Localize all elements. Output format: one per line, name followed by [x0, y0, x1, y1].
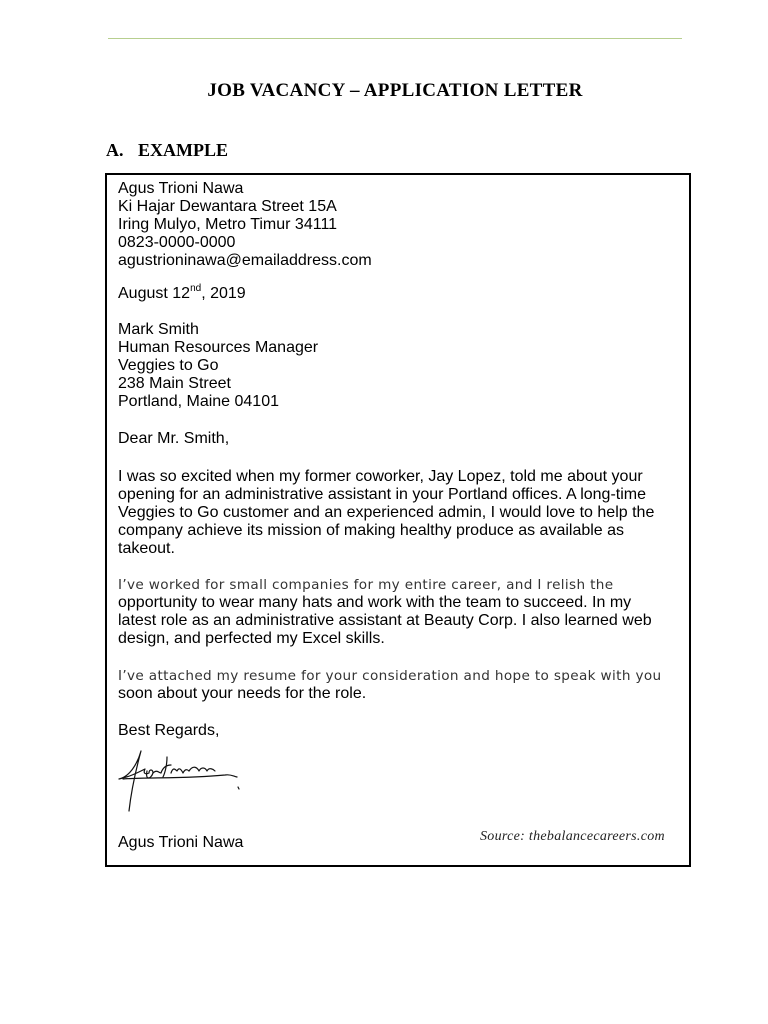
paragraph1-line: opening for an administrative assistant in your Portland offices. A long-time	[118, 486, 646, 503]
sender-email: agustrioninawa@emailaddress.com	[118, 252, 372, 269]
signature-image	[115, 743, 245, 818]
closing: Best Regards,	[118, 722, 220, 739]
header-rule	[108, 38, 682, 39]
recipient-company: Veggies to Go	[118, 357, 219, 374]
sender-name: Agus Trioni Nawa	[118, 180, 244, 197]
sender-phone: 0823-0000-0000	[118, 234, 236, 251]
letter-date	[118, 282, 246, 303]
section-number: A.	[106, 140, 124, 160]
paragraph2-line: design, and perfected my Excel skills.	[118, 630, 385, 647]
paragraph1-line: takeout.	[118, 540, 175, 557]
recipient-street: 238 Main Street	[118, 375, 231, 392]
paragraph2-line: latest role as an administrative assistant at Beauty Corp. I also learned web	[118, 612, 652, 629]
signed-name: Agus Trioni Nawa	[118, 834, 244, 851]
source-citation: Source: thebalancecareers.com	[480, 829, 665, 844]
paragraph1-line: Veggies to Go customer and an experienced admin, I would love to help the	[118, 504, 655, 521]
date-year: , 2019	[201, 285, 246, 302]
paragraph3-line: I’ve attached my resume for your consideration and hope to speak with you	[118, 668, 662, 684]
recipient-title: Human Resources Manager	[118, 339, 319, 356]
sender-city: Iring Mulyo, Metro Timur 34111	[118, 216, 338, 233]
paragraph1-line: I was so excited when my former coworker, Jay Lopez, told me about your	[118, 468, 643, 485]
paragraph2-line: opportunity to wear many hats and work with the team to succeed. In my	[118, 594, 632, 611]
section-heading	[106, 140, 228, 161]
sender-street: Ki Hajar Dewantara Street 15A	[118, 198, 337, 215]
recipient-name: Mark Smith	[118, 321, 199, 338]
document-title: JOB VACANCY – APPLICATION LETTER	[207, 80, 583, 101]
salutation: Dear Mr. Smith,	[118, 430, 230, 447]
paragraph2-line: I’ve worked for small companies for my entire career, and I relish the	[118, 577, 614, 593]
paragraph3-line: soon about your needs for the role.	[118, 685, 367, 702]
section-label: EXAMPLE	[138, 140, 228, 160]
date-suffix: nd	[190, 282, 202, 294]
paragraph1-line: company achieve its mission of making healthy produce as available as	[118, 522, 625, 539]
recipient-city: Portland, Maine 04101	[118, 393, 279, 410]
date-month-day: August 12	[118, 285, 191, 302]
